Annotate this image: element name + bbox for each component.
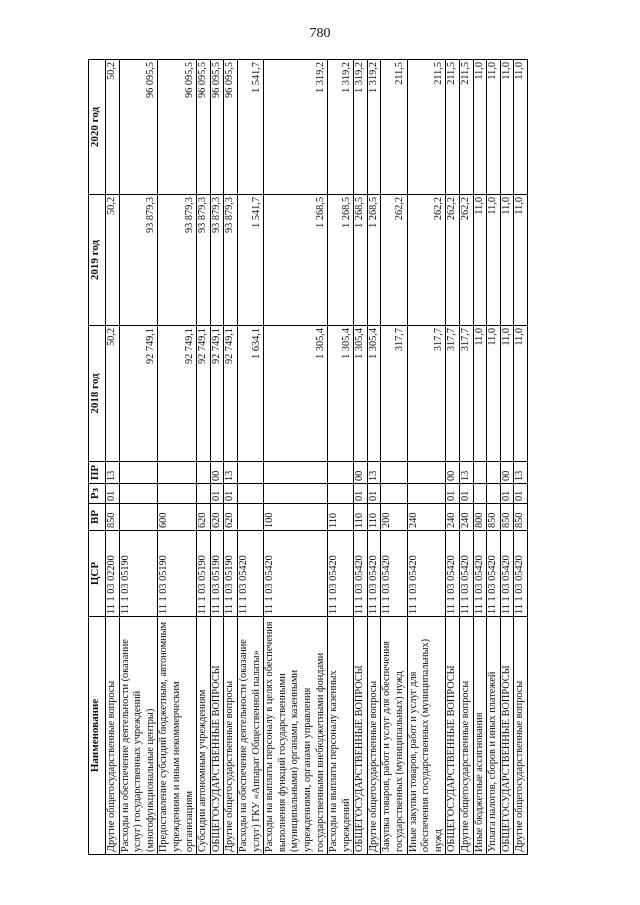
row-pr-cell: 13 xyxy=(224,462,238,484)
row-2020-cell: 211,5 xyxy=(407,60,446,195)
table-row xyxy=(197,60,211,855)
row-csr-cell: 11 1 03 05190 xyxy=(119,531,158,617)
row-2018-cell: 11,0 xyxy=(500,326,514,462)
row-vr-cell: 850 xyxy=(487,504,501,531)
row-2019-cell: 93 879,3 xyxy=(158,195,197,326)
table-row xyxy=(487,60,501,855)
row-vr-cell: 850 xyxy=(106,504,120,531)
row-rz-cell: 01 xyxy=(446,484,460,504)
row-vr-cell: 620 xyxy=(197,504,211,531)
row-name-cell: ОБЩЕГОСУДАРСТВЕННЫЕ ВОПРОСЫ xyxy=(500,617,514,855)
row-vr-cell: 110 xyxy=(328,504,354,531)
row-2019-cell: 93 879,3 xyxy=(210,195,224,326)
row-2020-cell: 1 319,2 xyxy=(354,60,368,195)
row-name-cell: Другие общегосударственные вопросы xyxy=(514,617,528,855)
row-2020-cell: 96 095,5 xyxy=(119,60,158,195)
row-2020-cell: 96 095,5 xyxy=(210,60,224,195)
row-rz-cell: 01 xyxy=(106,484,120,504)
row-rz-cell xyxy=(119,484,158,504)
row-csr-cell: 11 1 03 05190 xyxy=(224,531,238,617)
row-csr-cell: 11 1 03 05420 xyxy=(473,531,487,617)
header-cell: ПР xyxy=(89,462,106,484)
row-rz-cell xyxy=(381,484,407,504)
row-2020-cell: 1 319,2 xyxy=(264,60,328,195)
table-row xyxy=(514,60,528,855)
row-name-cell: Другие общегосударственные вопросы xyxy=(224,617,238,855)
row-name-cell: ОБЩЕГОСУДАРСТВЕННЫЕ ВОПРОСЫ xyxy=(210,617,224,855)
row-2018-cell: 92 749,1 xyxy=(158,326,197,462)
row-vr-cell: 240 xyxy=(446,504,460,531)
row-2020-cell: 211,5 xyxy=(381,60,407,195)
row-vr-cell: 850 xyxy=(514,504,528,531)
row-2019-cell: 262,2 xyxy=(381,195,407,326)
row-csr-cell: 11 1 03 05420 xyxy=(381,531,407,617)
row-2018-cell: 11,0 xyxy=(487,326,501,462)
row-2019-cell: 93 879,3 xyxy=(119,195,158,326)
row-2019-cell: 262,2 xyxy=(407,195,446,326)
row-2018-cell: 317,7 xyxy=(381,326,407,462)
row-2020-cell: 211,5 xyxy=(460,60,474,195)
budget-table xyxy=(88,59,528,855)
table-row xyxy=(381,60,407,855)
row-2019-cell: 11,0 xyxy=(500,195,514,326)
row-csr-cell: 11 1 03 05420 xyxy=(237,531,263,617)
row-rz-cell xyxy=(328,484,354,504)
row-pr-cell: 00 xyxy=(354,462,368,484)
row-vr-cell: 800 xyxy=(473,504,487,531)
row-rz-cell: 01 xyxy=(514,484,528,504)
row-2018-cell: 1 305,4 xyxy=(354,326,368,462)
row-pr-cell xyxy=(237,462,263,484)
row-2019-cell: 11,0 xyxy=(514,195,528,326)
table-row xyxy=(328,60,354,855)
row-2018-cell: 317,7 xyxy=(446,326,460,462)
row-2020-cell: 211,5 xyxy=(446,60,460,195)
row-pr-cell xyxy=(158,462,197,484)
row-vr-cell: 600 xyxy=(158,504,197,531)
row-name-cell: Субсидии автономным учреждениям xyxy=(197,617,211,855)
row-name-cell: Уплата налогов, сборов и иных платежей xyxy=(487,617,501,855)
row-2019-cell: 262,2 xyxy=(446,195,460,326)
row-2019-cell: 50,2 xyxy=(106,195,120,326)
row-csr-cell: 11 1 03 05190 xyxy=(210,531,224,617)
row-vr-cell: 620 xyxy=(224,504,238,531)
row-2018-cell: 50,2 xyxy=(106,326,120,462)
row-pr-cell xyxy=(264,462,328,484)
row-2018-cell: 92 749,1 xyxy=(197,326,211,462)
row-name-cell: Расходы на обеспечение деятельности (оказание услуг) государственных учреждений (многофункциональные центры) xyxy=(119,617,158,855)
row-2020-cell: 1 319,2 xyxy=(328,60,354,195)
row-rz-cell xyxy=(197,484,211,504)
row-csr-cell: 11 1 03 05420 xyxy=(367,531,381,617)
table-row xyxy=(446,60,460,855)
row-2019-cell: 93 879,3 xyxy=(224,195,238,326)
row-csr-cell: 11 1 03 05420 xyxy=(514,531,528,617)
row-rz-cell: 01 xyxy=(210,484,224,504)
row-name-cell: Другие общегосударственные вопросы xyxy=(106,617,120,855)
row-2019-cell: 11,0 xyxy=(473,195,487,326)
row-vr-cell: 240 xyxy=(407,504,446,531)
row-pr-cell xyxy=(407,462,446,484)
row-pr-cell: 00 xyxy=(210,462,224,484)
rotated-table-container xyxy=(88,60,530,855)
page-number: 780 xyxy=(309,26,331,41)
row-csr-cell: 11 1 03 02200 xyxy=(106,531,120,617)
table-row xyxy=(264,60,328,855)
row-2020-cell: 50,2 xyxy=(106,60,120,195)
row-pr-cell xyxy=(197,462,211,484)
row-name-cell: Иные закупки товаров, работ и услуг для обеспечения государственных (муниципальных) нужд xyxy=(407,617,446,855)
row-name-cell: Другие общегосударственные вопросы xyxy=(460,617,474,855)
table-row xyxy=(210,60,224,855)
row-2018-cell: 92 749,1 xyxy=(119,326,158,462)
row-name-cell: ОБЩЕГОСУДАРСТВЕННЫЕ ВОПРОСЫ xyxy=(446,617,460,855)
row-2018-cell: 1 634,1 xyxy=(237,326,263,462)
table-row xyxy=(473,60,487,855)
row-pr-cell xyxy=(487,462,501,484)
row-2020-cell: 96 095,5 xyxy=(224,60,238,195)
row-2020-cell: 96 095,5 xyxy=(158,60,197,195)
row-name-cell: Другие общегосударственные вопросы xyxy=(367,617,381,855)
row-2020-cell: 11,0 xyxy=(514,60,528,195)
row-2020-cell: 96 095,5 xyxy=(197,60,211,195)
row-2018-cell: 11,0 xyxy=(473,326,487,462)
row-2018-cell: 317,7 xyxy=(407,326,446,462)
row-rz-cell xyxy=(473,484,487,504)
row-2018-cell: 92 749,1 xyxy=(210,326,224,462)
table-header-row xyxy=(89,60,106,855)
row-vr-cell xyxy=(237,504,263,531)
row-2019-cell: 1 541,7 xyxy=(237,195,263,326)
row-2020-cell: 1 319,2 xyxy=(367,60,381,195)
row-rz-cell: 01 xyxy=(460,484,474,504)
row-vr-cell: 100 xyxy=(264,504,328,531)
row-name-cell: ОБЩЕГОСУДАРСТВЕННЫЕ ВОПРОСЫ xyxy=(354,617,368,855)
row-2018-cell: 1 305,4 xyxy=(264,326,328,462)
row-csr-cell: 11 1 03 05190 xyxy=(197,531,211,617)
row-rz-cell xyxy=(264,484,328,504)
row-pr-cell: 13 xyxy=(367,462,381,484)
row-vr-cell: 620 xyxy=(210,504,224,531)
row-2019-cell: 262,2 xyxy=(460,195,474,326)
row-vr-cell: 110 xyxy=(354,504,368,531)
row-name-cell: Расходы на обеспечение деятельности (оказание услуг) ГКУ «Аппарат Общественной палаты» xyxy=(237,617,263,855)
row-2018-cell: 1 305,4 xyxy=(328,326,354,462)
header-cell: 2020 год xyxy=(89,60,106,195)
row-2019-cell: 1 268,5 xyxy=(264,195,328,326)
row-2018-cell: 317,7 xyxy=(460,326,474,462)
row-2020-cell: 11,0 xyxy=(487,60,501,195)
row-name-cell: Расходы на выплаты персоналу казенных учреждений xyxy=(328,617,354,855)
row-rz-cell xyxy=(407,484,446,504)
header-cell: 2019 год xyxy=(89,195,106,326)
row-csr-cell: 11 1 03 05420 xyxy=(500,531,514,617)
row-csr-cell: 11 1 03 05420 xyxy=(407,531,446,617)
table-row xyxy=(500,60,514,855)
row-2020-cell: 1 541,7 xyxy=(237,60,263,195)
table-row xyxy=(354,60,368,855)
row-pr-cell: 00 xyxy=(500,462,514,484)
row-rz-cell: 01 xyxy=(354,484,368,504)
row-vr-cell: 110 xyxy=(367,504,381,531)
table-row xyxy=(224,60,238,855)
header-cell: ЦСР xyxy=(89,531,106,617)
row-pr-cell: 00 xyxy=(446,462,460,484)
row-2018-cell: 1 305,4 xyxy=(367,326,381,462)
row-csr-cell: 11 1 03 05420 xyxy=(487,531,501,617)
header-cell: 2018 год xyxy=(89,326,106,462)
row-name-cell: Предоставление субсидий бюджетным, автономным учреждениям и иным некоммерческим организациям xyxy=(158,617,197,855)
row-name-cell: Иные бюджетные ассигнования xyxy=(473,617,487,855)
row-rz-cell: 01 xyxy=(224,484,238,504)
row-2019-cell: 11,0 xyxy=(487,195,501,326)
row-csr-cell: 11 1 03 05420 xyxy=(264,531,328,617)
row-csr-cell: 11 1 03 05420 xyxy=(354,531,368,617)
row-vr-cell: 850 xyxy=(500,504,514,531)
row-2020-cell: 11,0 xyxy=(500,60,514,195)
row-csr-cell: 11 1 03 05420 xyxy=(446,531,460,617)
row-rz-cell xyxy=(237,484,263,504)
row-2018-cell: 11,0 xyxy=(514,326,528,462)
table-row xyxy=(407,60,446,855)
row-pr-cell xyxy=(473,462,487,484)
row-rz-cell xyxy=(158,484,197,504)
row-pr-cell xyxy=(119,462,158,484)
row-2018-cell: 92 749,1 xyxy=(224,326,238,462)
row-2019-cell: 1 268,5 xyxy=(328,195,354,326)
row-vr-cell: 240 xyxy=(460,504,474,531)
row-rz-cell: 01 xyxy=(367,484,381,504)
row-rz-cell xyxy=(487,484,501,504)
row-rz-cell: 01 xyxy=(500,484,514,504)
row-name-cell: Закупка товаров, работ и услуг для обеспечения государственных (муниципальных) нужд xyxy=(381,617,407,855)
header-cell: Наименование xyxy=(89,617,106,855)
row-pr-cell: 13 xyxy=(106,462,120,484)
table-row xyxy=(106,60,120,855)
header-cell: Рз xyxy=(89,484,106,504)
header-cell: ВР xyxy=(89,504,106,531)
row-name-cell: Расходы на выплаты персоналу в целях обеспечения выполнения функций государственными (муниципальными) органами, казенными учреждениями, органами управления государственными внебюджетными фондами xyxy=(264,617,328,855)
row-2019-cell: 1 268,5 xyxy=(354,195,368,326)
table-row xyxy=(460,60,474,855)
row-2019-cell: 93 879,3 xyxy=(197,195,211,326)
row-pr-cell xyxy=(328,462,354,484)
row-csr-cell: 11 1 03 05420 xyxy=(328,531,354,617)
row-csr-cell: 11 1 03 05420 xyxy=(460,531,474,617)
row-vr-cell: 200 xyxy=(381,504,407,531)
table-row xyxy=(367,60,381,855)
row-pr-cell: 13 xyxy=(514,462,528,484)
row-vr-cell xyxy=(119,504,158,531)
row-2019-cell: 1 268,5 xyxy=(367,195,381,326)
table-row xyxy=(119,60,158,855)
row-pr-cell xyxy=(381,462,407,484)
table-row xyxy=(158,60,197,855)
row-2020-cell: 11,0 xyxy=(473,60,487,195)
row-pr-cell: 13 xyxy=(460,462,474,484)
table-row xyxy=(237,60,263,855)
row-csr-cell: 11 1 03 05190 xyxy=(158,531,197,617)
